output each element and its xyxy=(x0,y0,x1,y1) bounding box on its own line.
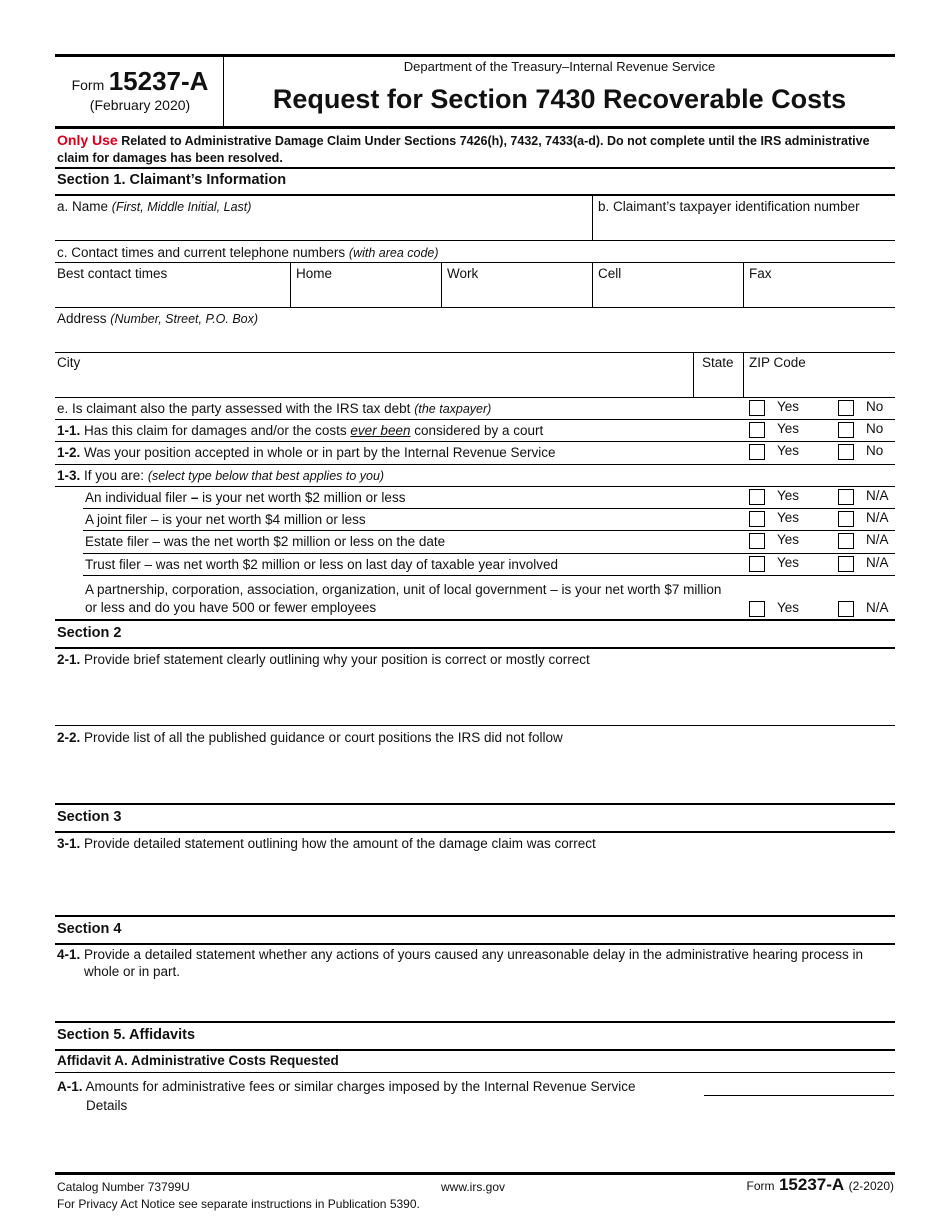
question-2-1 xyxy=(57,652,590,667)
question-1-1-yes-label: Yes xyxy=(777,421,800,436)
question-1-1-text: Has this claim for damages and/or the costs xyxy=(84,423,347,438)
name-row-rule xyxy=(55,240,895,241)
question-e-no-checkbox[interactable] xyxy=(838,400,854,416)
question-1-1-emphasis: ever been xyxy=(350,423,411,438)
question-a-1-amount-line xyxy=(704,1095,894,1096)
filer-trust-na-checkbox[interactable] xyxy=(838,556,854,572)
name-field[interactable] xyxy=(57,216,590,238)
cell-phone-label: Cell xyxy=(598,266,622,281)
question-a-1-amount-field[interactable] xyxy=(704,1076,894,1094)
section4-bottom-rule xyxy=(55,1021,895,1023)
question-e xyxy=(57,401,491,416)
question-1-1-rule xyxy=(55,441,895,442)
address-label-text: Address xyxy=(57,311,107,326)
question-1-1 xyxy=(57,423,543,438)
name-hint: (First, Middle Initial, Last) xyxy=(111,200,252,214)
section2-bottom-rule xyxy=(55,803,895,805)
question-3-1-field[interactable] xyxy=(57,854,892,912)
filer-individual-yes-label: Yes xyxy=(777,488,800,503)
question-e-no-label: No xyxy=(866,399,884,414)
city-field[interactable] xyxy=(57,372,689,394)
name-label xyxy=(57,199,251,214)
state-label: State xyxy=(702,355,734,370)
work-divider xyxy=(441,263,442,307)
contact-hint: (with area code) xyxy=(348,246,439,260)
question-1-1-no-checkbox[interactable] xyxy=(838,422,854,438)
filer-joint-yes-checkbox[interactable] xyxy=(749,511,765,527)
question-a-1-details-field[interactable] xyxy=(57,1116,892,1168)
footer-form-word: Form xyxy=(746,1179,775,1193)
tin-divider xyxy=(592,195,593,240)
question-1-2 xyxy=(57,445,556,460)
filer-partnership-na-label: N/A xyxy=(866,600,889,615)
form-date: (February 2020) xyxy=(89,97,191,113)
cell-divider xyxy=(592,263,593,307)
filer-trust: Trust filer – was net worth $2 million or less on last day of taxable year involved xyxy=(85,557,558,572)
question-1-2-yes-label: Yes xyxy=(777,443,800,458)
filer-estate-yes-checkbox[interactable] xyxy=(749,533,765,549)
filer-individual-yes-checkbox[interactable] xyxy=(749,489,765,505)
zip-label: ZIP Code xyxy=(749,355,806,370)
filer-individual-text: An individual filer xyxy=(85,490,188,505)
question-1-3-hint: (select type below that best applies to you) xyxy=(147,469,385,483)
filer-partnership-line-1: A partnership, corporation, association, organization, unit of local government – is your net worth $7 million xyxy=(85,582,722,597)
filer-estate-yes-label: Yes xyxy=(777,532,800,547)
filer-joint-yes-label: Yes xyxy=(777,510,800,525)
filer-estate-rule xyxy=(83,553,895,554)
usage-notice-text: Related to Administrative Damage Claim Under Sections 7426(h), 7432, 7433(a-d). Do not complete until the IRS administrative claim for damages has been resolved. xyxy=(57,134,870,165)
form-word: Form xyxy=(71,77,105,93)
address-field[interactable] xyxy=(57,328,892,350)
cell-phone-field[interactable] xyxy=(598,283,741,305)
question-1-3-text: If you are: xyxy=(84,468,145,483)
question-2-2-text: Provide list of all the published guidance or court positions the IRS did not follow xyxy=(84,730,563,745)
question-1-2-no-label: No xyxy=(866,443,884,458)
question-1-2-yes-checkbox[interactable] xyxy=(749,444,765,460)
filer-trust-na-label: N/A xyxy=(866,555,889,570)
contact-label-text: c. Contact times and current telephone numbers xyxy=(57,245,346,260)
question-1-1-number: 1-1. xyxy=(57,423,81,438)
question-4-1-field[interactable] xyxy=(57,983,892,1017)
home-divider xyxy=(290,263,291,307)
filer-joint-rule xyxy=(83,530,895,531)
question-a-1-details: Details xyxy=(86,1098,128,1113)
filer-joint-na-label: N/A xyxy=(866,510,889,525)
affidavit-a-rule xyxy=(55,1072,895,1073)
zip-field[interactable] xyxy=(749,372,893,394)
name-label-text: a. Name xyxy=(57,199,109,214)
city-row-rule xyxy=(55,397,895,398)
affidavit-a-title: Affidavit A. Administrative Costs Requested xyxy=(57,1053,339,1068)
fax-divider xyxy=(743,263,744,307)
question-1-2-text: Was your position accepted in whole or in part by the Internal Revenue Service xyxy=(84,445,556,460)
section5-title-rule xyxy=(55,1049,895,1051)
question-1-3 xyxy=(57,468,384,483)
privacy-notice: For Privacy Act Notice see separate instructions in Publication 5390. xyxy=(57,1197,420,1211)
question-e-hint: (the taxpayer) xyxy=(414,402,492,416)
best-contact-label: Best contact times xyxy=(57,266,168,281)
question-2-1-text: Provide brief statement clearly outlining why your position is correct or mostly correct xyxy=(84,652,590,667)
question-2-2-number: 2-2. xyxy=(57,730,81,745)
filer-trust-yes-label: Yes xyxy=(777,555,800,570)
question-e-yes-label: Yes xyxy=(777,399,800,414)
filer-partnership-na-checkbox[interactable] xyxy=(838,601,854,617)
filer-individual-text-end: is your net worth $2 million or less xyxy=(202,490,406,505)
question-2-1-field[interactable] xyxy=(57,670,892,722)
footer-form-id xyxy=(747,1175,894,1195)
question-4-1-line-2: whole or in part. xyxy=(84,964,181,979)
filer-individual-na-checkbox[interactable] xyxy=(838,489,854,505)
filer-individual-dash: – xyxy=(190,490,199,505)
question-1-2-number: 1-2. xyxy=(57,445,81,460)
state-field[interactable] xyxy=(697,372,741,394)
footer-form-number: 15237-A xyxy=(778,1175,845,1194)
address-hint: (Number, Street, P.O. Box) xyxy=(110,312,259,326)
form-number: 15237-A xyxy=(108,66,209,96)
question-a-1-number: A-1. xyxy=(57,1079,83,1094)
filer-individual-na-label: N/A xyxy=(866,488,889,503)
filer-estate-na-label: N/A xyxy=(866,532,889,547)
filer-partnership-line-2: or less and do you have 500 or fewer employees xyxy=(85,600,377,615)
catalog-number: Catalog Number 73799U xyxy=(57,1180,190,1194)
section3-title-rule xyxy=(55,831,895,833)
only-use-label: Only Use xyxy=(57,132,118,148)
filer-partnership-yes-checkbox[interactable] xyxy=(749,601,765,617)
form-title: Request for Section 7430 Recoverable Costs xyxy=(272,84,847,114)
agency-name: Department of the Treasury–Internal Revenue Service xyxy=(403,59,716,74)
question-e-yes-checkbox[interactable] xyxy=(749,400,765,416)
work-phone-label: Work xyxy=(447,266,479,281)
section2-title-rule xyxy=(55,647,895,649)
question-1-3-number: 1-3. xyxy=(57,468,81,483)
question-3-1-number: 3-1. xyxy=(57,836,81,851)
question-2-2-field[interactable] xyxy=(57,748,892,800)
website-link[interactable]: www.irs.gov xyxy=(441,1180,506,1194)
filer-estate-na-checkbox[interactable] xyxy=(838,533,854,549)
fax-label: Fax xyxy=(749,266,772,281)
filer-trust-rule xyxy=(83,575,895,576)
section1-bottom-rule xyxy=(55,619,895,621)
question-a-1 xyxy=(57,1079,636,1094)
contact-label-rule xyxy=(55,262,895,263)
state-divider xyxy=(693,353,694,397)
section3-bottom-rule xyxy=(55,915,895,917)
section4-title-rule xyxy=(55,943,895,945)
section5-title: Section 5. Affidavits xyxy=(57,1027,196,1043)
question-1-1-no-label: No xyxy=(866,421,884,436)
tin-label: b. Claimant’s taxpayer identification number xyxy=(598,199,860,214)
question-1-3-rule xyxy=(55,486,895,487)
section1-title: Section 1. Claimant’s Information xyxy=(57,172,287,188)
fax-field[interactable] xyxy=(749,283,893,305)
question-2-1-rule xyxy=(55,725,895,726)
question-3-1 xyxy=(57,836,596,851)
question-4-1-line-1: Provide a detailed statement whether any actions of yours caused any unreasonable delay in the administrative hearing process in xyxy=(84,947,863,962)
section2-title: Section 2 xyxy=(57,625,122,641)
question-1-2-no-checkbox[interactable] xyxy=(838,444,854,460)
zip-divider xyxy=(743,353,744,397)
footer-form-revision: (2-2020) xyxy=(848,1179,894,1193)
question-1-1-yes-checkbox[interactable] xyxy=(749,422,765,438)
city-label: City xyxy=(57,355,81,370)
usage-notice xyxy=(57,132,892,167)
question-e-text: e. Is claimant also the party assessed with the IRS tax debt xyxy=(57,401,411,416)
question-e-rule xyxy=(55,419,895,420)
filer-joint-na-checkbox[interactable] xyxy=(838,511,854,527)
question-1-2-rule xyxy=(55,464,895,465)
question-a-1-text: Amounts for administrative fees or similar charges imposed by the Internal Revenue Service xyxy=(85,1079,636,1094)
question-3-1-text: Provide detailed statement outlining how the amount of the damage claim was correct xyxy=(84,836,596,851)
question-1-1-text-end: considered by a court xyxy=(414,423,544,438)
header-bottom-rule xyxy=(55,126,895,129)
address-row-rule xyxy=(55,352,895,353)
form-id-block xyxy=(60,66,220,97)
home-phone-field[interactable] xyxy=(296,283,439,305)
filer-joint: A joint filer – is your net worth $4 million or less xyxy=(85,512,366,527)
question-4-1-number: 4-1. xyxy=(57,947,81,962)
work-phone-field[interactable] xyxy=(447,283,590,305)
section1-title-rule xyxy=(55,194,895,196)
home-phone-label: Home xyxy=(296,266,333,281)
contact-row-rule xyxy=(55,307,895,308)
address-label xyxy=(57,311,258,326)
contact-label xyxy=(57,245,439,260)
filer-partnership-yes-label: Yes xyxy=(777,600,800,615)
question-2-1-number: 2-1. xyxy=(57,652,81,667)
filer-trust-yes-checkbox[interactable] xyxy=(749,556,765,572)
question-4-1 xyxy=(57,947,863,962)
filer-estate: Estate filer – was the net worth $2 million or less on the date xyxy=(85,534,446,549)
tin-field[interactable] xyxy=(598,216,893,238)
filer-individual xyxy=(85,490,405,505)
filer-individual-rule xyxy=(83,508,895,509)
section4-title: Section 4 xyxy=(57,921,122,937)
best-contact-field[interactable] xyxy=(57,283,287,305)
section1-top-rule xyxy=(55,167,895,169)
question-2-2 xyxy=(57,730,563,745)
header-top-rule xyxy=(55,54,895,57)
section3-title: Section 3 xyxy=(57,809,122,825)
